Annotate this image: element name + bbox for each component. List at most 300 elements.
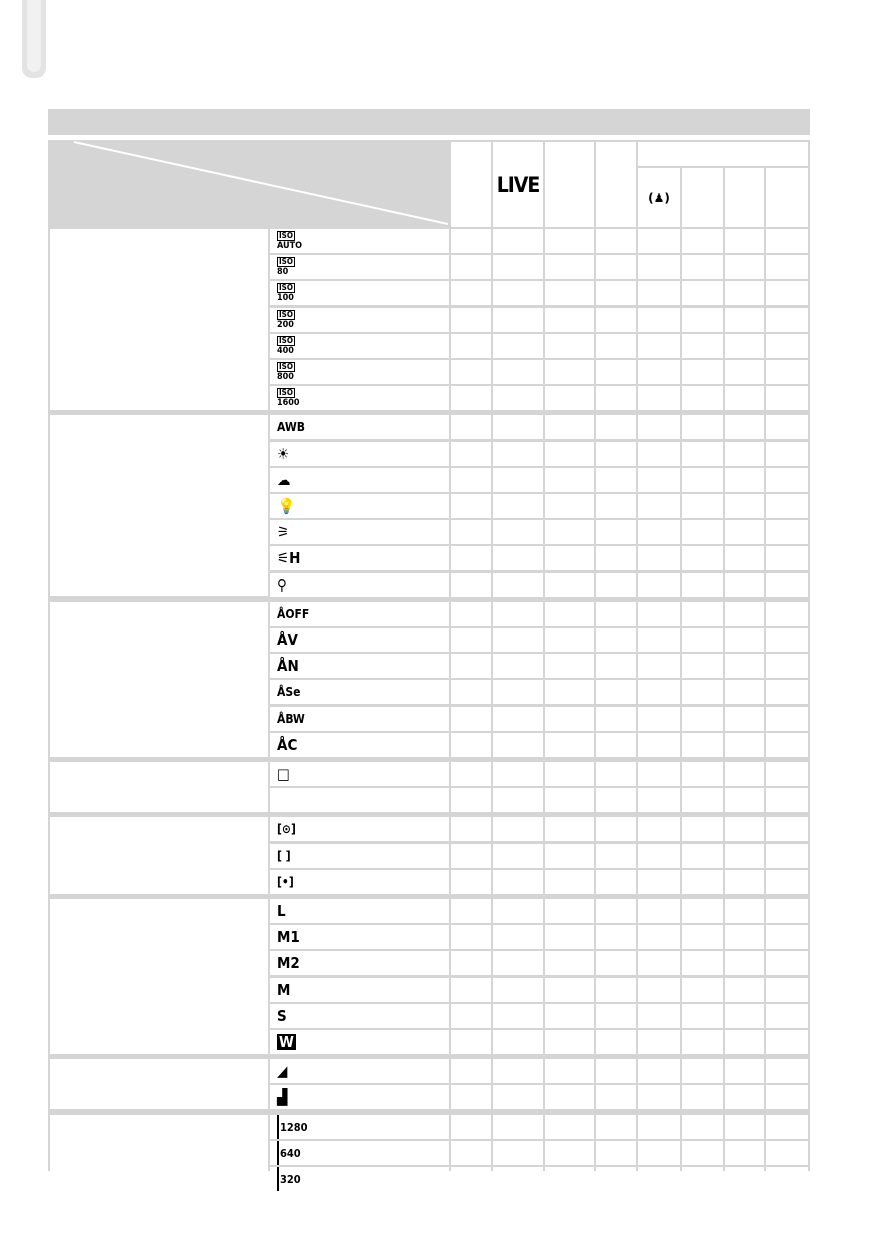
availability-cell — [725, 520, 764, 544]
availability-cell — [682, 573, 723, 597]
availability-cell — [725, 1085, 764, 1109]
availability-cell — [493, 1085, 543, 1109]
availability-cell — [766, 308, 808, 332]
availability-cell — [596, 1115, 636, 1139]
availability-cell — [682, 1115, 723, 1139]
group-label-iso-speed — [50, 229, 268, 410]
availability-cell — [638, 870, 680, 894]
size-m2-icon: M2 — [277, 954, 300, 972]
availability-cell — [725, 281, 764, 305]
availability-cell — [596, 229, 636, 253]
availability-cell — [725, 654, 764, 678]
availability-cell — [545, 707, 594, 731]
page-edge-tab — [22, 0, 46, 78]
portrait-icon: (♟) — [648, 190, 670, 205]
setting-row-iso-100-icon — [270, 281, 449, 305]
group-label-white-balance — [50, 415, 268, 596]
availability-cell — [451, 281, 491, 305]
availability-cell — [451, 546, 491, 570]
availability-cell — [451, 680, 491, 704]
spot-metering-icon: [•] — [277, 875, 294, 889]
availability-cell — [725, 334, 764, 358]
availability-cell — [682, 255, 723, 279]
iso-100-icon: ISO 100 — [277, 283, 294, 303]
availability-cell — [596, 281, 636, 305]
setting-row-size-w-icon — [270, 1030, 449, 1054]
availability-cell — [493, 386, 543, 410]
availability-cell — [638, 762, 680, 786]
availability-cell — [451, 308, 491, 332]
header-col-1 — [451, 142, 491, 227]
availability-cell — [682, 870, 723, 894]
availability-cell — [682, 229, 723, 253]
iso-800-icon: ISO 800 — [277, 362, 294, 382]
setting-row-movie-320-icon — [270, 1167, 449, 1191]
availability-cell — [451, 334, 491, 358]
availability-cell — [682, 817, 723, 841]
availability-cell — [766, 628, 808, 652]
availability-cell — [682, 494, 723, 518]
group-label-metering — [50, 817, 268, 894]
availability-cell — [766, 468, 808, 492]
group-label-my-colors — [50, 602, 268, 757]
availability-cell — [545, 360, 594, 384]
availability-cell — [725, 870, 764, 894]
availability-cell — [766, 733, 808, 757]
availability-cell — [638, 308, 680, 332]
availability-cell — [596, 707, 636, 731]
availability-cell — [493, 255, 543, 279]
availability-cell — [545, 520, 594, 544]
availability-cell — [638, 520, 680, 544]
availability-cell — [545, 1085, 594, 1109]
availability-cell — [545, 442, 594, 466]
setting-row-my-colors-off-icon — [270, 602, 449, 626]
availability-cell — [451, 1030, 491, 1054]
availability-cell — [682, 1141, 723, 1165]
availability-cell — [682, 951, 723, 975]
availability-cell — [493, 788, 543, 812]
availability-cell — [596, 680, 636, 704]
availability-cell — [596, 1030, 636, 1054]
availability-cell — [493, 602, 543, 626]
availability-cell — [493, 520, 543, 544]
availability-cell — [725, 733, 764, 757]
availability-cell — [596, 1059, 636, 1083]
availability-cell — [451, 628, 491, 652]
availability-cell — [766, 494, 808, 518]
availability-cell — [493, 844, 543, 868]
availability-cell — [451, 978, 491, 1002]
live-mode-label: LIVE — [496, 172, 540, 197]
availability-cell — [451, 654, 491, 678]
availability-cell — [638, 546, 680, 570]
availability-cell — [451, 229, 491, 253]
superfine-icon: ◢ — [277, 1062, 288, 1080]
setting-row-awb-icon — [270, 415, 449, 439]
availability-cell — [682, 733, 723, 757]
availability-cell — [682, 925, 723, 949]
availability-cell — [545, 334, 594, 358]
availability-cell — [451, 707, 491, 731]
availability-cell — [596, 951, 636, 975]
availability-cell — [545, 1004, 594, 1028]
group-label-compression — [50, 1059, 268, 1109]
availability-cell — [451, 255, 491, 279]
availability-cell — [638, 707, 680, 731]
availability-cell — [638, 788, 680, 812]
availability-cell — [493, 762, 543, 786]
availability-cell — [766, 334, 808, 358]
availability-cell — [682, 1167, 723, 1191]
setting-row-cloudy-icon — [270, 468, 449, 492]
availability-cell — [766, 360, 808, 384]
size-m1-icon: M1 — [277, 928, 300, 946]
availability-cell — [682, 628, 723, 652]
setting-row-movie-1280-icon — [270, 1115, 449, 1139]
availability-cell — [766, 1085, 808, 1109]
availability-cell — [451, 951, 491, 975]
availability-cell — [451, 1115, 491, 1139]
availability-cell — [451, 442, 491, 466]
availability-cell — [638, 386, 680, 410]
setting-row-fluorescent-icon — [270, 520, 449, 544]
setting-row-size-m2-icon — [270, 951, 449, 975]
availability-cell — [725, 628, 764, 652]
availability-cell — [545, 1141, 594, 1165]
availability-cell — [493, 951, 543, 975]
availability-cell — [638, 442, 680, 466]
setting-row-size-m-icon — [270, 978, 449, 1002]
availability-cell — [766, 255, 808, 279]
availability-cell — [493, 1115, 543, 1139]
header-diagonal — [48, 140, 451, 227]
availability-cell — [682, 308, 723, 332]
header-col-4 — [596, 142, 636, 227]
availability-cell — [638, 415, 680, 439]
iso-400-icon: ISO 400 — [277, 336, 294, 356]
setting-row-my-colors-sepia-icon — [270, 680, 449, 704]
availability-cell — [493, 628, 543, 652]
availability-cell — [766, 1059, 808, 1083]
availability-cell — [545, 1030, 594, 1054]
availability-cell — [638, 1115, 680, 1139]
availability-cell — [493, 870, 543, 894]
single-shot-icon: □ — [277, 765, 290, 783]
header-scene-3 — [725, 168, 764, 227]
availability-cell — [545, 978, 594, 1002]
availability-cell — [638, 680, 680, 704]
availability-cell — [638, 844, 680, 868]
availability-cell — [493, 442, 543, 466]
availability-cell — [545, 308, 594, 332]
header-scene-4 — [766, 168, 808, 227]
availability-cell — [451, 788, 491, 812]
availability-cell — [596, 602, 636, 626]
availability-cell — [545, 654, 594, 678]
availability-cell — [451, 817, 491, 841]
availability-cell — [725, 602, 764, 626]
availability-cell — [682, 680, 723, 704]
availability-cell — [766, 415, 808, 439]
availability-cell — [766, 1141, 808, 1165]
fluorescent-icon: ⚞ — [277, 523, 290, 541]
availability-cell — [545, 602, 594, 626]
availability-cell — [545, 951, 594, 975]
availability-cell — [493, 654, 543, 678]
evaluative-metering-icon: [⊙] — [277, 822, 296, 836]
availability-cell — [638, 468, 680, 492]
availability-cell — [682, 1004, 723, 1028]
availability-cell — [725, 1167, 764, 1191]
availability-cell — [596, 628, 636, 652]
availability-cell — [766, 654, 808, 678]
availability-cell — [596, 1004, 636, 1028]
availability-cell — [766, 899, 808, 923]
availability-cell — [451, 386, 491, 410]
availability-cell — [493, 229, 543, 253]
availability-cell — [725, 680, 764, 704]
availability-cell — [682, 360, 723, 384]
setting-row-my-colors-vivid-icon — [270, 628, 449, 652]
availability-cell — [766, 442, 808, 466]
availability-cell — [638, 628, 680, 652]
availability-cell — [638, 494, 680, 518]
availability-cell — [638, 229, 680, 253]
availability-cell — [725, 762, 764, 786]
tungsten-icon: 💡 — [277, 497, 296, 515]
availability-cell — [725, 1004, 764, 1028]
group-label-resolution — [50, 899, 268, 1054]
setting-row-iso-1600-icon — [270, 386, 449, 410]
availability-cell — [596, 255, 636, 279]
availability-cell — [493, 978, 543, 1002]
availability-cell — [451, 1004, 491, 1028]
availability-cell — [493, 494, 543, 518]
availability-cell — [682, 899, 723, 923]
availability-cell — [725, 1030, 764, 1054]
availability-cell — [545, 281, 594, 305]
availability-cell — [545, 1167, 594, 1191]
availability-cell — [493, 546, 543, 570]
availability-cell — [596, 494, 636, 518]
availability-cell — [493, 817, 543, 841]
header-col-3 — [545, 142, 594, 227]
availability-cell — [451, 520, 491, 544]
my-colors-vivid-icon: ÅV — [277, 631, 298, 649]
daylight-icon: ☀ — [277, 445, 290, 463]
availability-cell — [682, 334, 723, 358]
availability-cell — [493, 415, 543, 439]
availability-cell — [682, 1059, 723, 1083]
iso-200-icon: ISO 200 — [277, 310, 294, 330]
availability-cell — [545, 788, 594, 812]
header-scene-group — [638, 142, 808, 166]
availability-cell — [493, 573, 543, 597]
availability-cell — [766, 1004, 808, 1028]
availability-cell — [596, 978, 636, 1002]
availability-cell — [682, 1030, 723, 1054]
availability-cell — [766, 520, 808, 544]
availability-cell — [493, 707, 543, 731]
availability-cell — [638, 573, 680, 597]
availability-cell — [493, 733, 543, 757]
setting-row-size-m1-icon — [270, 925, 449, 949]
setting-row-daylight-icon — [270, 442, 449, 466]
availability-cell — [545, 925, 594, 949]
availability-cell — [545, 899, 594, 923]
availability-cell — [766, 707, 808, 731]
availability-cell — [545, 628, 594, 652]
availability-cell — [638, 899, 680, 923]
availability-cell — [682, 762, 723, 786]
availability-cell — [451, 844, 491, 868]
availability-cell — [725, 1115, 764, 1139]
availability-cell — [766, 281, 808, 305]
availability-cell — [451, 468, 491, 492]
availability-cell — [682, 602, 723, 626]
availability-cell — [725, 255, 764, 279]
availability-cell — [493, 1030, 543, 1054]
availability-cell — [545, 733, 594, 757]
my-colors-custom-icon: ÅC — [277, 736, 298, 754]
availability-cell — [596, 654, 636, 678]
availability-cell — [766, 573, 808, 597]
group-label-drive-mode — [50, 762, 268, 812]
setting-row-fine-icon — [270, 1085, 449, 1109]
availability-cell — [766, 762, 808, 786]
availability-cell — [682, 844, 723, 868]
availability-cell — [725, 925, 764, 949]
availability-cell — [596, 360, 636, 384]
availability-cell — [682, 468, 723, 492]
availability-cell — [451, 360, 491, 384]
availability-cell — [725, 386, 764, 410]
availability-cell — [682, 546, 723, 570]
availability-cell — [766, 788, 808, 812]
setting-row-my-colors-custom-icon — [270, 733, 449, 757]
availability-cell — [596, 844, 636, 868]
setting-row-custom-wb-icon — [270, 573, 449, 597]
table-title-bar — [48, 109, 810, 135]
setting-row-evaluative-metering-icon — [270, 817, 449, 841]
availability-cell — [766, 1030, 808, 1054]
my-colors-neutral-icon: ÅN — [277, 657, 299, 675]
setting-row-movie-640-icon — [270, 1141, 449, 1165]
size-m-icon: M — [277, 981, 291, 999]
availability-cell — [596, 899, 636, 923]
availability-cell — [493, 899, 543, 923]
fluorescent-h-icon: ⚟H — [277, 549, 301, 567]
setting-row-superfine-icon — [270, 1059, 449, 1083]
availability-cell — [725, 415, 764, 439]
availability-cell — [493, 360, 543, 384]
availability-cell — [493, 1141, 543, 1165]
availability-cell — [766, 951, 808, 975]
awb-icon: AWB — [277, 420, 305, 434]
availability-cell — [766, 602, 808, 626]
availability-cell — [766, 870, 808, 894]
size-w-icon: W — [279, 1033, 294, 1051]
group-label-movie-size — [50, 1115, 268, 1192]
custom-wb-icon: ⚲ — [277, 576, 287, 594]
center-weighted-metering-icon: [ ] — [277, 849, 291, 863]
availability-cell — [638, 733, 680, 757]
availability-cell — [451, 899, 491, 923]
cloudy-icon: ☁ — [277, 471, 291, 489]
availability-cell — [545, 870, 594, 894]
availability-cell — [638, 817, 680, 841]
availability-cell — [725, 1059, 764, 1083]
availability-cell — [545, 762, 594, 786]
setting-row-iso-80-icon — [270, 255, 449, 279]
availability-cell — [545, 386, 594, 410]
my-colors-bw-icon: ÅBW — [277, 712, 305, 726]
setting-row-iso-400-icon — [270, 334, 449, 358]
availability-cell — [638, 1030, 680, 1054]
availability-cell — [451, 925, 491, 949]
availability-cell — [682, 788, 723, 812]
availability-cell — [545, 680, 594, 704]
availability-cell — [596, 1085, 636, 1109]
availability-cell — [766, 817, 808, 841]
availability-cell — [766, 229, 808, 253]
availability-cell — [596, 520, 636, 544]
availability-cell — [545, 229, 594, 253]
availability-cell — [725, 1141, 764, 1165]
setting-row-size-s-icon — [270, 1004, 449, 1028]
availability-cell — [493, 1059, 543, 1083]
availability-cell — [596, 468, 636, 492]
availability-cell — [725, 229, 764, 253]
availability-cell — [766, 1167, 808, 1191]
iso-80-icon: ISO 80 — [277, 257, 293, 277]
availability-cell — [596, 733, 636, 757]
availability-cell — [682, 415, 723, 439]
movie-640-icon: 640 — [277, 1141, 301, 1165]
availability-cell — [766, 1115, 808, 1139]
availability-cell — [545, 1115, 594, 1139]
availability-cell — [725, 468, 764, 492]
availability-cell — [682, 1085, 723, 1109]
availability-cell — [682, 442, 723, 466]
fine-icon: ▟ — [277, 1088, 288, 1106]
availability-cell — [493, 1004, 543, 1028]
availability-cell — [725, 360, 764, 384]
availability-cell — [638, 1167, 680, 1191]
availability-cell — [682, 978, 723, 1002]
availability-cell — [725, 978, 764, 1002]
setting-row-my-colors-bw-icon — [270, 707, 449, 731]
availability-cell — [638, 281, 680, 305]
availability-cell — [596, 334, 636, 358]
availability-cell — [596, 1167, 636, 1191]
availability-cell — [638, 978, 680, 1002]
availability-cell — [451, 1085, 491, 1109]
availability-cell — [545, 844, 594, 868]
setting-row-iso-800-icon — [270, 360, 449, 384]
availability-cell — [638, 334, 680, 358]
availability-cell — [638, 951, 680, 975]
availability-cell — [766, 925, 808, 949]
availability-cell — [596, 870, 636, 894]
availability-cell — [451, 1167, 491, 1191]
availability-cell — [766, 680, 808, 704]
availability-cell — [638, 1141, 680, 1165]
availability-cell — [545, 817, 594, 841]
availability-cell — [596, 817, 636, 841]
size-l-icon: L — [277, 902, 286, 920]
